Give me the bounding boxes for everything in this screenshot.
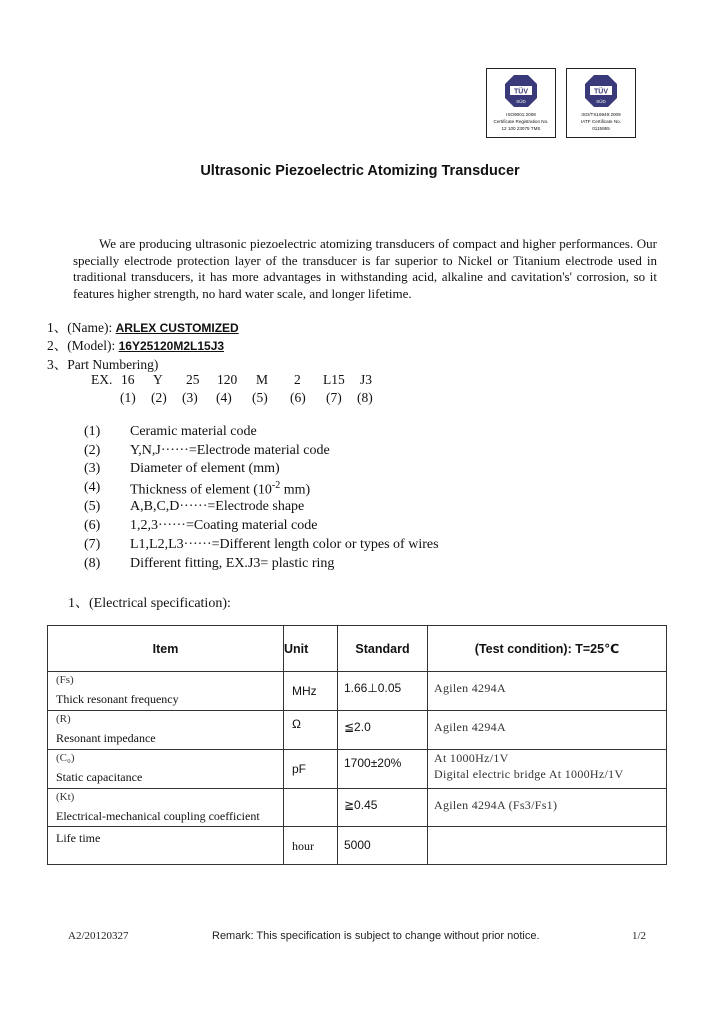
model-value: 16Y25120M2L15J3 [118, 339, 225, 353]
part-code: EX. [91, 372, 113, 387]
table-row [48, 789, 667, 827]
definition-number: (3) [84, 461, 101, 476]
name-label: 1、(Name): [47, 320, 116, 335]
param-test-condition: Digital electric bridge At 1000Hz/1V [434, 767, 624, 781]
cert-line: IATF Certificate No. [581, 119, 621, 124]
param-standard: 1.66⊥0.05 [344, 681, 402, 695]
model-line [47, 334, 224, 354]
definition-text-part: Thickness of element (10 [130, 482, 272, 498]
cert-badge-sub: SÜD [596, 99, 606, 104]
part-code: L15 [323, 372, 345, 387]
cert-line: Certificate Registration No. [493, 119, 549, 124]
part-code: Y [153, 372, 163, 387]
part-code: 25 [186, 372, 200, 387]
param-test-condition: Agilen 4294A (Fs3/Fs1) [434, 798, 558, 812]
section-heading: 1、(Electrical specification): [68, 596, 231, 611]
definition-number: (7) [84, 537, 101, 552]
definition-text: A,B,C,D······=Electrode shape [130, 499, 305, 514]
table-header-row [48, 626, 667, 672]
table-row [48, 750, 667, 789]
part-index: (1) [120, 390, 136, 405]
definition-number: (5) [84, 499, 101, 514]
definition-number: (2) [84, 443, 101, 458]
param-standard: ≦2.0 [344, 720, 371, 734]
part-index: (7) [326, 390, 342, 405]
name-value: ARLEX CUSTOMIZED [115, 321, 239, 335]
definition-number: (4) [84, 480, 101, 495]
footer-remark: Remark: This specification is subject to change without prior notice. [212, 930, 540, 942]
tuv-badge-icon [584, 74, 618, 108]
column-header-unit: Unit [284, 626, 338, 672]
definition-number: (8) [84, 556, 101, 571]
part-index: (4) [216, 390, 232, 405]
definition-text: L1,L2,L3······=Different length color or types of wires [130, 537, 439, 552]
page-number: 1/2 [632, 930, 647, 942]
param-name: Resonant impedance [56, 731, 156, 745]
cert-line: 12 100 23075 TMS [501, 126, 541, 131]
definition-text: Different fitting, EX.J3= plastic ring [130, 556, 335, 571]
param-name: Static capacitance [56, 770, 143, 784]
definition-text [130, 480, 310, 499]
cert-badge-label: TÜV [594, 88, 608, 96]
definition-text: Ceramic material code [130, 424, 257, 439]
part-code: 2 [294, 372, 301, 387]
param-name: Thick resonant frequency [56, 692, 179, 706]
definition-superscript: -2 [271, 480, 281, 491]
param-unit: pF [292, 762, 307, 776]
cert-badge-label: TÜV [514, 88, 528, 96]
doc-code: A2/20120327 [68, 930, 129, 942]
param-symbol: (R) [56, 713, 71, 725]
cert-logo-iso9001 [486, 68, 556, 138]
column-header-standard: Standard [338, 626, 428, 672]
spec-table [47, 625, 667, 865]
cert-badge-sub: SÜD [516, 99, 526, 104]
definition-text: Y,N,J······=Electrode material code [130, 443, 330, 458]
param-unit: Ω [292, 717, 301, 731]
part-code: J3 [360, 372, 373, 387]
part-index: (2) [151, 390, 167, 405]
part-code: M [256, 372, 269, 387]
part-index: (8) [357, 390, 373, 405]
definition-text-part: mm) [280, 482, 311, 498]
part-code: 16 [121, 372, 135, 387]
part-index: (5) [252, 390, 268, 405]
page-title: Ultrasonic Piezoelectric Atomizing Transducer [200, 163, 520, 179]
definition-number: (1) [84, 424, 101, 439]
param-standard: ≧0.45 [344, 798, 378, 812]
cert-logo-ts16949 [566, 68, 636, 138]
column-header-item: Item [48, 626, 284, 672]
definition-number: (6) [84, 518, 101, 533]
cert-line: ISO/TS16949:2009 [581, 112, 621, 117]
param-name: Life time [56, 831, 101, 845]
cert-line: ISO9001:2008 [506, 112, 536, 117]
column-header-test-condition: (Test condition): T=25℃ [428, 626, 667, 672]
param-symbol: (C₀) [56, 752, 75, 764]
part-numbering-label: 3、Part Numbering) [47, 357, 159, 372]
param-standard: 1700±20% [344, 756, 402, 770]
param-unit: hour [292, 839, 314, 853]
part-index: (3) [182, 390, 198, 405]
tuv-badge-icon [504, 74, 538, 108]
part-code: 120 [217, 372, 238, 387]
intro-paragraph [73, 236, 657, 302]
name-line [47, 316, 239, 336]
param-symbol: (Kt) [56, 791, 75, 803]
param-standard: 5000 [344, 838, 371, 852]
table-row [48, 827, 667, 865]
param-unit: MHz [292, 684, 317, 698]
param-test-condition: Agilen 4294A [434, 720, 506, 734]
param-test-condition: Agilen 4294A [434, 681, 506, 695]
table-row [48, 711, 667, 750]
intro-text: We are producing ultrasonic piezoelectric atomizing transducers of compact and higher performances. Our specially electrode protection layer of the transducer is far superior to Nickel or Titanium electrode used in traditional transducers, it has more advantages in withstanding acid, alkaline and cavitation's' corrosion, so it features higher strength, no hard water scale, and longer lifetime. [73, 236, 657, 301]
cert-line: 0115955 [592, 126, 610, 131]
part-index: (6) [290, 390, 306, 405]
param-symbol: (Fs) [56, 674, 74, 686]
param-test-condition: At 1000Hz/1V [434, 751, 509, 765]
definition-text: 1,2,3······=Coating material code [130, 518, 318, 533]
model-label: 2、(Model): [47, 338, 119, 353]
definition-text: Diameter of element (mm) [130, 461, 280, 476]
table-row [48, 672, 667, 711]
param-name: Electrical-mechanical coupling coefficient [56, 809, 260, 823]
